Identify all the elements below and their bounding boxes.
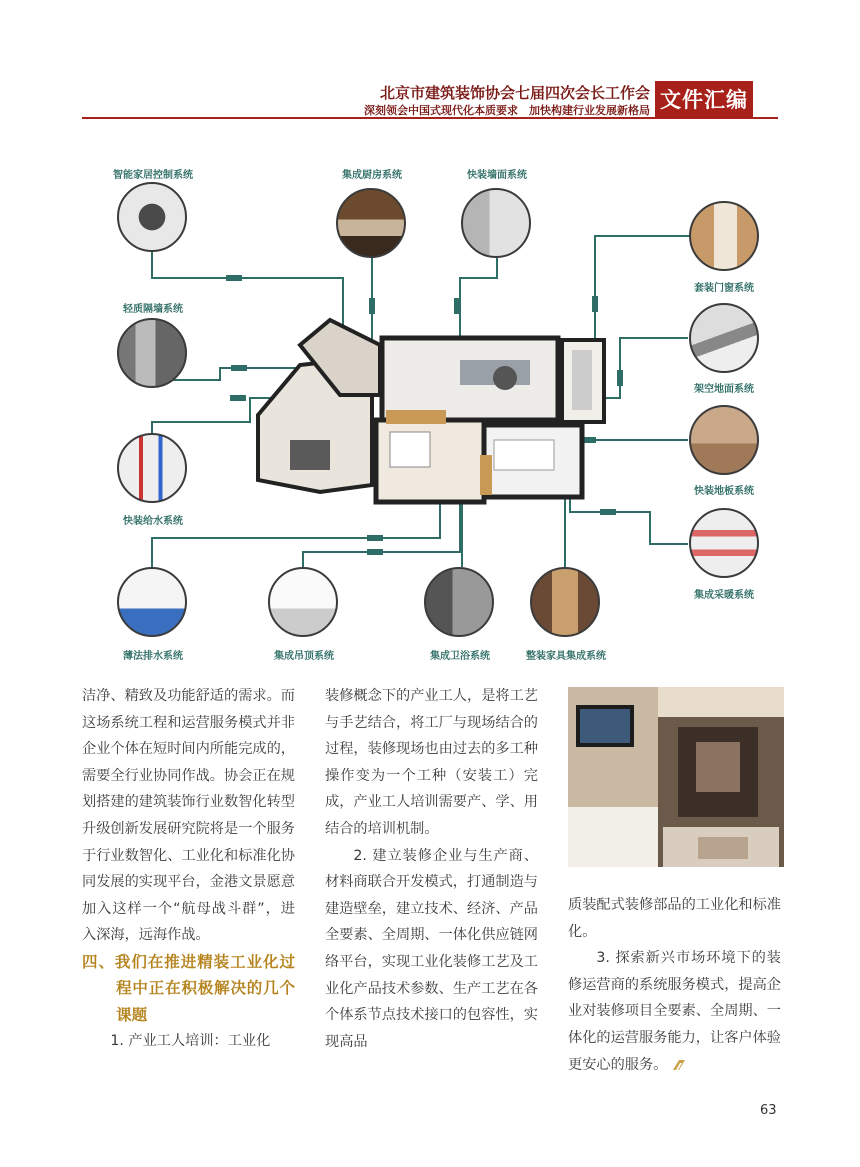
paragraph: 1. 产业工人培训：工业化 (110, 1033, 271, 1050)
label-door: 套装门窗系统 (694, 283, 754, 294)
label-wall: 快装墙面系统 (467, 170, 527, 181)
text-column-1 (82, 683, 295, 1055)
paragraph: 洁净、精致及功能舒适的需求。而这场系统工程和运营服务模式并非企业个体在短时间内所能完成的，需要全行业协同作战。协会正在规划搭建的建筑装饰行业数智化转型升级创新发展研究院将是一个服务于行业数智化、工业化和标准化协同发展的实现平台，金港文景愿意加入这样一个“航母战斗群”，进入深海，远海作战。 (82, 688, 295, 944)
wall-photo (461, 188, 531, 258)
label-bathroom: 集成卫浴系统 (430, 651, 490, 662)
kitchen-photo (336, 188, 406, 258)
floor-plan (258, 320, 604, 502)
door-photo (689, 201, 759, 271)
heating-photo (689, 508, 759, 578)
label-partition: 轻质隔墙系统 (123, 304, 183, 315)
label-water-supply: 快装给水系统 (123, 516, 183, 527)
text-column-3 (568, 892, 781, 1078)
label-furniture: 整装家具集成系统 (526, 651, 606, 662)
water-supply-photo (117, 433, 187, 503)
text-column-2 (325, 683, 538, 1055)
label-raised-floor: 架空地面系统 (694, 384, 754, 395)
floor-photo (689, 405, 759, 475)
header-subtitle: 深刻领会中国式现代化本质要求 加快构建行业发展新格局 (364, 104, 650, 117)
paragraph (568, 945, 781, 1078)
paragraph: 装修概念下的产业工人，是将工艺与手艺结合，将工厂与现场结合的过程，装修现场也由过去的多工种操作变为一个工种（安装工）完成，产业工人培训需要产、学、用结合的培训机制。 (325, 688, 538, 837)
paragraph-text: 3. 探索新兴市场环境下的装修运营商的系统服务模式，提高企业对装修项目全要素、全周期、一体化的运营服务能力，让客户体验更安心的服务。 (568, 950, 781, 1073)
label-kitchen: 集成厨房系统 (342, 170, 402, 181)
end-mark-icon (671, 1058, 687, 1072)
paragraph: 2. 建立装修企业与生产商、材料商联合开发模式，打通制造与建造壁垒，建立技术、经济、产品全要素、全周期、一体化供应链网络平台，实现工业化装修工艺及工业化产品技术参数、生产工艺在各个体系节点技术接口的包容性，实现高品 (325, 847, 538, 1050)
partition-photo (117, 318, 187, 388)
label-heating: 集成采暖系统 (694, 590, 754, 601)
drainage-photo (117, 567, 187, 637)
furniture-photo (530, 567, 600, 637)
header-title: 北京市建筑装饰协会七届四次会长工作会 (379, 84, 650, 102)
bathroom-interior-photo (568, 687, 784, 867)
paragraph: 质装配式装修部品的工业化和标准化。 (568, 897, 781, 940)
page-number: 63 (760, 1103, 777, 1118)
label-ceiling: 集成吊顶系统 (274, 651, 334, 662)
ceiling-photo (268, 567, 338, 637)
label-smart-home: 智能家居控制系统 (113, 170, 193, 181)
smart-home-photo (117, 182, 187, 252)
section-heading: 四、我们在推进精装工业化过程中正在积极解决的几个课题 (82, 952, 295, 1024)
section-badge: 文件汇编 (655, 81, 753, 117)
label-floor: 快装地板系统 (694, 486, 754, 497)
raised-floor-photo (689, 303, 759, 373)
label-drainage: 薄法排水系统 (123, 651, 183, 662)
bathroom-photo (424, 567, 494, 637)
